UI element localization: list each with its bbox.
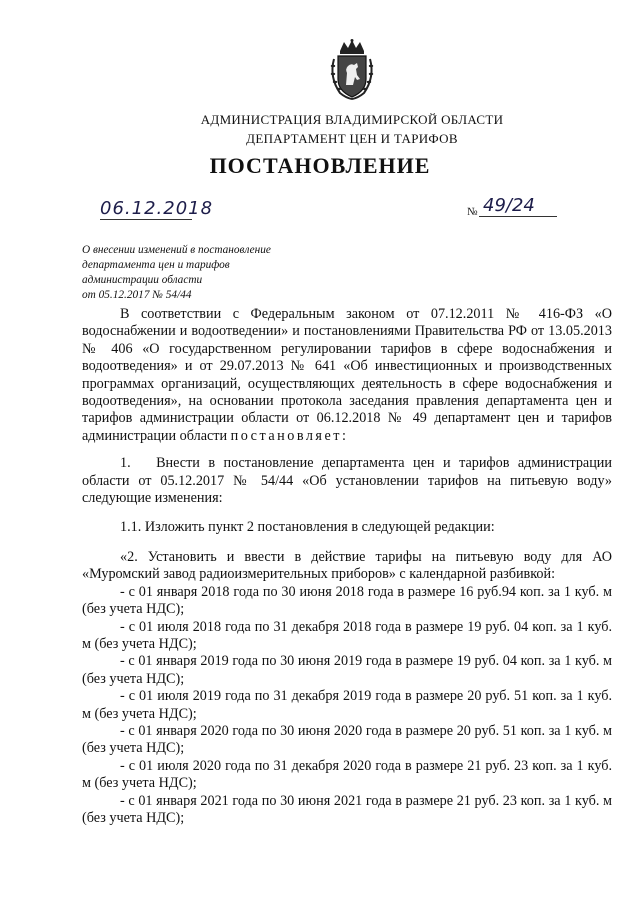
- preamble-text: В соответствии с Федеральным законом от 07.12.2011 № 416-ФЗ «О водоснабжении и водоотведении» и постановлениями Правительства РФ от 13.05.2013 № 406 «О государственном регулировании тарифов в сфере водоснабжения и водоотведения» и от 29.07.2013 № 641 «Об инвестиционных и производственных программах организаций, осуществляющих деятельность в сфере водоснабжения и водоотведения», на основании протокола заседания правления департамента цен и тарифов администрации области от 06.12.2018 № 49 департамент цен и тарифов администрации области: [82, 306, 612, 444]
- item-1: 1. Внести в постановление департамента цен и тарифов администрации области от 05.12.2017 № 54/44 «Об установлении тарифов на питьевую воду» следующие изменения:: [82, 455, 612, 507]
- document-date: 06.12.2018: [100, 198, 214, 219]
- subject-line: от 05.12.2017 № 54/44: [82, 289, 192, 301]
- org-name-line2: ДЕПАРТАМЕНТ ЦЕН И ТАРИФОВ: [246, 131, 458, 146]
- subject-line: департамента цен и тарифов: [82, 259, 230, 271]
- tariff-line: - с 01 июля 2020 года по 31 декабря 2020 года в размере 21 руб. 23 коп. за 1 куб. м (без учета НДС);: [82, 757, 612, 792]
- tariff-line: - с 01 января 2018 года по 30 июня 2018 года в размере 16 руб.94 коп. за 1 куб. м (без учета НДС);: [82, 583, 612, 618]
- item-2: «2. Установить и ввести в действие тарифы на питьевую воду для АО «Муромский завод радиоизмерительных приборов» с календарной разбивкой:: [82, 548, 612, 583]
- preamble-paragraph: [82, 306, 612, 445]
- tariff-line: - с 01 января 2020 года по 30 июня 2020 года в размере 20 руб. 51 коп. за 1 куб. м (без учета НДС);: [82, 722, 612, 757]
- tariff-line: - с 01 января 2019 года по 30 июня 2019 года в размере 19 руб. 04 коп. за 1 куб. м (без учета НДС);: [82, 653, 612, 687]
- coat-of-arms-icon: [326, 39, 378, 101]
- subject-line: О внесении изменений в постановление: [82, 244, 271, 256]
- subject-line: администрации области: [82, 274, 203, 286]
- document-number: 49/24: [479, 195, 557, 217]
- item-1-1: 1.1. Изложить пункт 2 постановления в следующей редакции:: [120, 519, 495, 536]
- document-type-title: ПОСТАНОВЛЕНИЕ: [209, 153, 431, 178]
- tariff-line: - с 01 июля 2019 года по 31 декабря 2019 года в размере 20 руб. 51 коп. за 1 куб. м (без учета НДС);: [82, 688, 612, 722]
- tariff-line: - с 01 июля 2018 года по 31 декабря 2018 года в размере 19 руб. 04 коп. за 1 куб. м (без учета НДС);: [82, 618, 612, 652]
- document-body: [82, 306, 612, 827]
- number-label: №: [467, 206, 478, 218]
- resolves-word: постановляет:: [230, 427, 349, 444]
- document-subject: [82, 243, 322, 303]
- org-name-line1: АДМИНИСТРАЦИЯ ВЛАДИМИРСКОЙ ОБЛАСТИ: [200, 112, 504, 127]
- tariff-line: - с 01 января 2021 года по 30 июня 2021 года в размере 21 руб. 23 коп. за 1 куб. м (без учета НДС);: [82, 792, 612, 826]
